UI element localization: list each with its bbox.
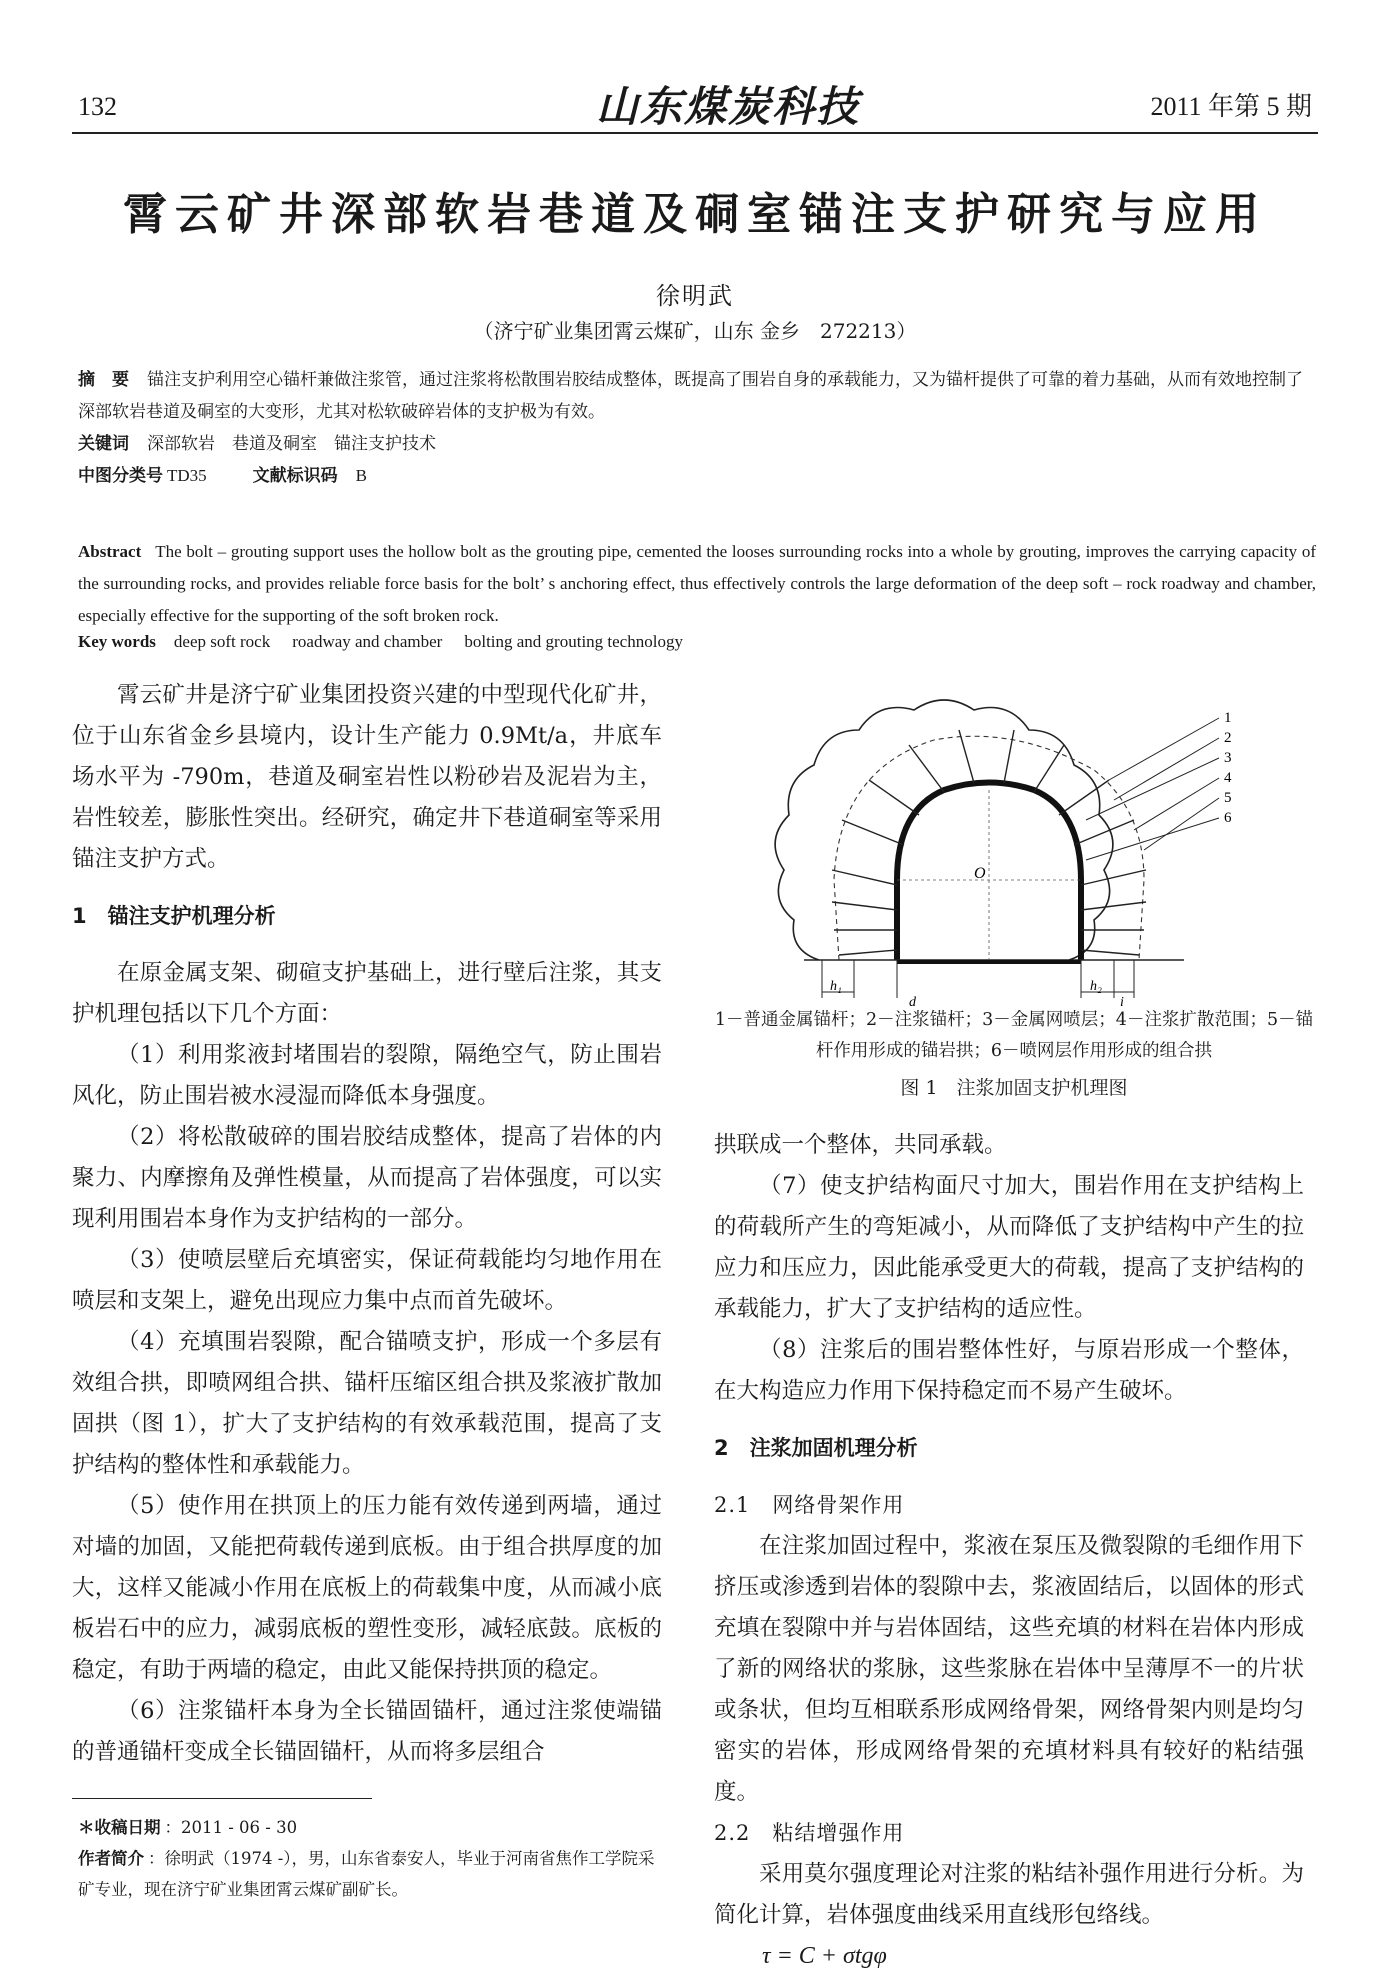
figure-1-title: 图 1 注浆加固支护机理图 <box>900 1077 1128 1099</box>
paragraph: （1）利用浆液封堵围岩的裂隙，隔绝空气，防止围岩风化，防止围岩被水浸湿而降低本身强度。 <box>72 1042 662 1109</box>
author-affiliation: （济宁矿业集团霄云煤矿，山东 金乡 272213） <box>473 319 917 343</box>
leader-lines <box>1086 718 1219 860</box>
paragraph: （6）注浆锚杆本身为全长锚固锚杆，通过注浆使端锚的普通锚杆变成全长锚固锚杆，从而将多层组合 <box>72 1698 662 1765</box>
body-right-column <box>714 1125 1304 1977</box>
page-number: 132 <box>78 92 117 121</box>
received-date-value: ：2011 - 06 - 30 <box>164 1818 298 1837</box>
intro-paragraph: 霄云矿井是济宁矿业集团投资兴建的中型现代化矿井，位于山东省金乡县境内，设计生产能力 0.9Mt/a，井底车场水平为 -790m，巷道及硐室岩性以粉砂岩及泥岩为主，岩性较差，膨胀性突出。经研究，确定井下巷道硐室等采用锚注支护方式。 <box>72 682 662 872</box>
paragraph: （4）充填围岩裂隙，配合锚喷支护，形成一个多层有效组合拱，即喷网组合拱、锚杆压缩区组合拱及浆液扩散加固拱（图 1），扩大了支护结构的有效承载范围，提高了支护结构的整体性和承载能力。 <box>72 1329 662 1478</box>
section-1-title: 1 锚注支护机理分析 <box>72 904 276 928</box>
callout-label-2: 2 <box>1224 730 1232 746</box>
abstract-en <box>78 536 1316 632</box>
paragraph: （8）注浆后的围岩整体性好，与原岩形成一个整体，在大构造应力作用下保持稳定而不易产生破坏。 <box>714 1337 1304 1404</box>
dim-label-i: i <box>1120 995 1124 1010</box>
classification-label: 中图分类号 <box>78 466 163 486</box>
keywords-cn-label: 关键词 <box>78 434 129 454</box>
received-date-line <box>78 1812 668 1843</box>
doc-code-value: B <box>355 466 368 485</box>
keyword-en-item: roadway and chamber <box>292 632 443 651</box>
center-label: O <box>974 865 986 882</box>
paper-title: 霄云矿井深部软岩巷道及硐室锚注支护研究与应用 <box>123 189 1267 240</box>
callout-label-6: 6 <box>1224 810 1232 826</box>
grout-boundary <box>775 700 1113 960</box>
classification-value: TD35 <box>167 466 207 485</box>
footnote-rule <box>72 1798 372 1799</box>
callout-label-4: 4 <box>1224 770 1232 786</box>
formula: τ = C + σtgφ <box>762 1943 887 1969</box>
header-rule <box>72 132 1318 134</box>
paragraph: 在原金属支架、砌碹支护基础上，进行壁后注浆，其支护机理包括以下几个方面： <box>72 960 662 1027</box>
author-bio-line <box>78 1843 668 1905</box>
anchor-arch <box>834 736 1144 960</box>
paragraph: （2）将松散破碎的围岩胶结成整体，提高了岩体的内聚力、内摩擦角及弹性模量，从而提高了岩体强度，可以实现利用围岩本身作为支护结构的一部分。 <box>72 1124 662 1232</box>
issue-info: 2011 年第 5 期 <box>1150 92 1312 121</box>
keyword-en-item: bolting and grouting technology <box>464 632 683 651</box>
callout-label-1: 1 <box>1224 710 1232 726</box>
paragraph: （7）使支护结构面尺寸加大，围岩作用在支护结构上的荷载所产生的弯矩减小，从而降低了支护结构中产生的拉应力和压应力，因此能承受更大的荷载，提高了支护结构的承载能力，扩大了支护结构的适应性。 <box>714 1173 1304 1322</box>
abstract-cn-label: 摘 要 <box>78 370 129 390</box>
paragraph: （3）使喷层壁后充填密实，保证荷载能均匀地作用在喷层和支架上，避免出现应力集中点而首先破坏。 <box>72 1247 662 1314</box>
footnote <box>78 1812 668 1905</box>
author-name: 徐明武 <box>656 282 734 310</box>
dimension-marks <box>822 960 1134 998</box>
bolts <box>832 730 1146 955</box>
body-left-column <box>72 675 662 1773</box>
keywords-en-label: Key words <box>78 632 156 651</box>
keywords-cn-text: 深部软岩 巷道及硐室 锚注支护技术 <box>147 434 436 454</box>
section-2-title: 2 注浆加固机理分析 <box>714 1436 918 1460</box>
doc-code-label: 文献标识码 <box>252 466 338 486</box>
dim-label-d: d <box>909 995 916 1010</box>
abstract-cn <box>78 364 1316 428</box>
dim-label-h1: h₁ <box>830 979 842 994</box>
paragraph: （5）使作用在拱顶上的压力能有效传递到两墙，通过对墙的加固，又能把荷载传递到底板。由于组合拱厚度的加大，这样又能减小作用在底板上的荷载集中度，从而减小底板岩石中的应力，减弱底板的塑性变形，减轻底鼓。底板的稳定，有助于两墙的稳定，由此又能保持拱顶的稳定。 <box>72 1493 662 1683</box>
paragraph: 采用莫尔强度理论对注浆的粘结补强作用进行分析。为简化计算，岩体强度曲线采用直线形包络线。 <box>714 1861 1304 1928</box>
keyword-en-item: deep soft rock <box>173 632 271 651</box>
callout-label-5: 5 <box>1224 790 1232 806</box>
journal-logo: 山东煤炭科技 <box>596 82 861 131</box>
keywords-cn <box>78 428 1316 460</box>
callout-labels <box>1224 710 1232 826</box>
paragraph: 拱联成一个整体，共同承载。 <box>714 1132 1007 1158</box>
abstract-en-label: Abstract <box>78 542 142 561</box>
paragraph: 在注浆加固过程中，浆液在泵压及微裂隙的毛细作用下挤压或渗透到岩体的裂隙中去，浆液固结后，以固体的形式充填在裂隙中并与岩体固结，这些充填的材料在岩体内形成了新的网络状的浆脉，这些浆脉在岩体中呈薄厚不一的片状或条状，但均互相联系形成网络骨架，网络骨架内则是均匀密实的岩体，形成网络骨架的充填材料具有较好的粘结强度。 <box>714 1533 1304 1805</box>
figure-1-legend: 1－普通金属锚杆；2－注浆锚杆；3－金属网喷层；4－注浆扩散范围；5－锚杆作用形成的锚岩拱；6－喷网层作用形成的组合拱 <box>714 1010 1314 1061</box>
abstract-cn-text: 锚注支护利用空心锚杆兼做注浆管，通过注浆将松散围岩胶结成整体，既提高了围岩自身的承载能力，又为锚杆提供了可靠的着力基础，从而有效地控制了深部软岩巷道及硐室的大变形，尤其对松软破碎岩体的支护极为有效。 <box>78 370 1303 422</box>
author-bio-label: 作者简介 <box>78 1849 144 1868</box>
abstract-en-text: The bolt – grouting support uses the hollow bolt as the grouting pipe, cemented the looses surrounding rocks into a whole by grouting, improves the carrying capacity of the surrounding rocks, and provides reliable force basis for the bolt’ s anchoring effect, thus effectively controls the large deformation of the deep soft – rock roadway and chamber, especially effective for the supporting of the soft broken rock. <box>78 542 1316 625</box>
author-bio-text: ：徐明武（1974 -），男，山东省泰安人，毕业于河南省焦作工学院采矿专业，现在济宁矿业集团霄云煤矿副矿长。 <box>78 1849 655 1899</box>
keywords-en <box>78 632 683 652</box>
dim-label-h2: h₂ <box>1090 979 1102 994</box>
subsection-2-2-title: 2.2 粘结增强作用 <box>714 1821 905 1845</box>
received-date-label: ＊收稿日期 <box>78 1818 161 1837</box>
classification-line <box>78 460 1316 492</box>
subsection-2-1-title: 2.1 网络骨架作用 <box>714 1493 905 1517</box>
callout-label-3: 3 <box>1224 750 1232 766</box>
